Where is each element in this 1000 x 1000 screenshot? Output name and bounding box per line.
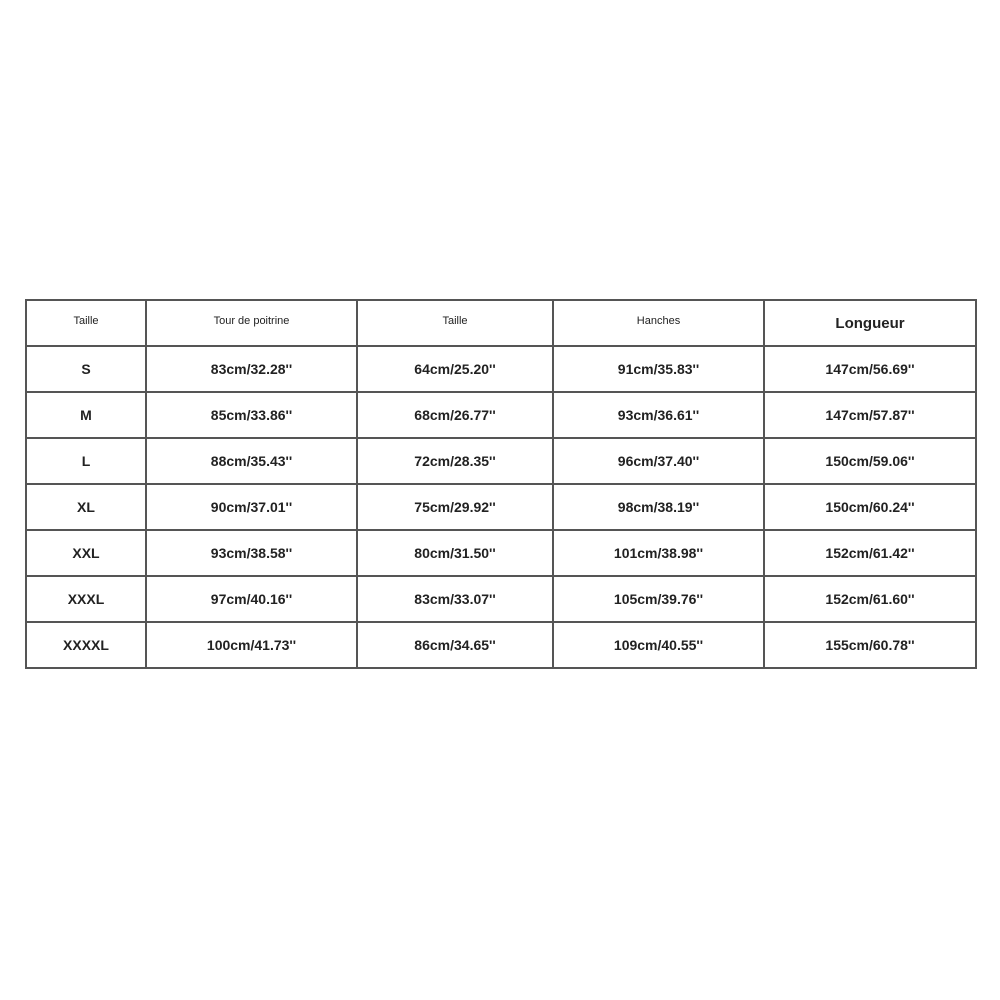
waist-cell: 72cm/28.35'' — [357, 438, 553, 484]
size-cell: XXL — [26, 530, 146, 576]
header-length: Longueur — [764, 300, 976, 346]
length-cell: 150cm/59.06'' — [764, 438, 976, 484]
table-row — [26, 346, 976, 392]
length-cell: 147cm/57.87'' — [764, 392, 976, 438]
hips-cell: 96cm/37.40'' — [553, 438, 764, 484]
size-cell: S — [26, 346, 146, 392]
hips-cell: 93cm/36.61'' — [553, 392, 764, 438]
size-cell: XL — [26, 484, 146, 530]
length-cell: 152cm/61.42'' — [764, 530, 976, 576]
table-row — [26, 576, 976, 622]
hips-cell: 105cm/39.76'' — [553, 576, 764, 622]
waist-cell: 86cm/34.65'' — [357, 622, 553, 668]
table-row — [26, 392, 976, 438]
header-hips: Hanches — [553, 300, 764, 346]
waist-cell: 75cm/29.92'' — [357, 484, 553, 530]
table-row — [26, 622, 976, 668]
header-size: Taille — [26, 300, 146, 346]
header-bust: Tour de poitrine — [146, 300, 357, 346]
length-cell: 155cm/60.78'' — [764, 622, 976, 668]
bust-cell: 83cm/32.28'' — [146, 346, 357, 392]
hips-cell: 91cm/35.83'' — [553, 346, 764, 392]
bust-cell: 88cm/35.43'' — [146, 438, 357, 484]
bust-cell: 90cm/37.01'' — [146, 484, 357, 530]
bust-cell: 97cm/40.16'' — [146, 576, 357, 622]
size-cell: XXXL — [26, 576, 146, 622]
hips-cell: 101cm/38.98'' — [553, 530, 764, 576]
table-row — [26, 438, 976, 484]
waist-cell: 80cm/31.50'' — [357, 530, 553, 576]
bust-cell: 100cm/41.73'' — [146, 622, 357, 668]
header-waist: Taille — [357, 300, 553, 346]
hips-cell: 109cm/40.55'' — [553, 622, 764, 668]
bust-cell: 85cm/33.86'' — [146, 392, 357, 438]
waist-cell: 83cm/33.07'' — [357, 576, 553, 622]
length-cell: 150cm/60.24'' — [764, 484, 976, 530]
header-row — [26, 300, 976, 346]
bust-cell: 93cm/38.58'' — [146, 530, 357, 576]
table-row — [26, 530, 976, 576]
size-cell: M — [26, 392, 146, 438]
hips-cell: 98cm/38.19'' — [553, 484, 764, 530]
length-cell: 147cm/56.69'' — [764, 346, 976, 392]
waist-cell: 64cm/25.20'' — [357, 346, 553, 392]
waist-cell: 68cm/26.77'' — [357, 392, 553, 438]
length-cell: 152cm/61.60'' — [764, 576, 976, 622]
size-cell: XXXXL — [26, 622, 146, 668]
size-cell: L — [26, 438, 146, 484]
table-row — [26, 484, 976, 530]
size-chart-table — [25, 299, 977, 669]
